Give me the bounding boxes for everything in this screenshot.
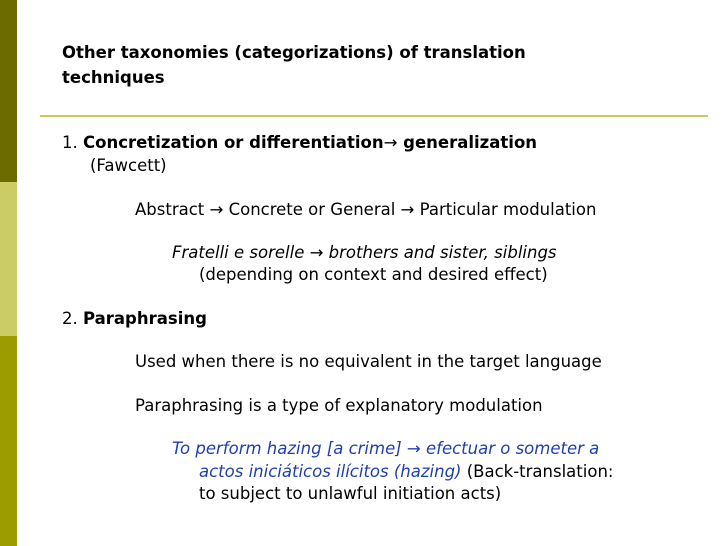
item2-line-explanatory: Paraphrasing is a type of explanatory modulation [135,396,543,415]
item2-example-2-italic: actos iniciáticos ilícitos (hazing) [199,462,462,481]
item1-heading-tail: generalization [397,133,538,152]
item2-heading-line [62,309,207,329]
item2-example-line-2 [199,462,613,482]
item2-example-line-3: to subject to unlawful initiation acts) [199,484,502,503]
slide-title: Other taxonomies (categorizations) of translation techniques [62,43,526,87]
item1-example: Fratelli e sorelle → brothers and sister, siblings [172,243,557,262]
item2-heading: Paraphrasing [83,309,207,328]
item1-modulation-line: Abstract → Concrete or General → Particular modulation [135,200,597,219]
item1-note: (depending on context and desired effect) [199,265,548,284]
item2-example-line-1: To perform hazing [a crime] → efectuar o someter a [172,439,600,458]
accent-bar-top-segment [0,0,17,182]
left-accent-bar [0,0,17,546]
item2-number: 2. [62,309,83,328]
item1-source: (Fawcett) [90,156,167,175]
item1-number: 1. [62,133,83,152]
item1-heading-line [62,133,537,153]
arrow-glyph: → [383,133,398,152]
item2-line-equivalent: Used when there is no equivalent in the target language [135,352,602,371]
item2-example-2-tail: (Back-translation: [461,462,614,481]
accent-bar-bottom-segment [0,336,17,546]
accent-bar-middle-segment [0,182,17,336]
item1-heading: Concretization or differentiation [83,133,384,152]
title-divider [40,115,708,117]
